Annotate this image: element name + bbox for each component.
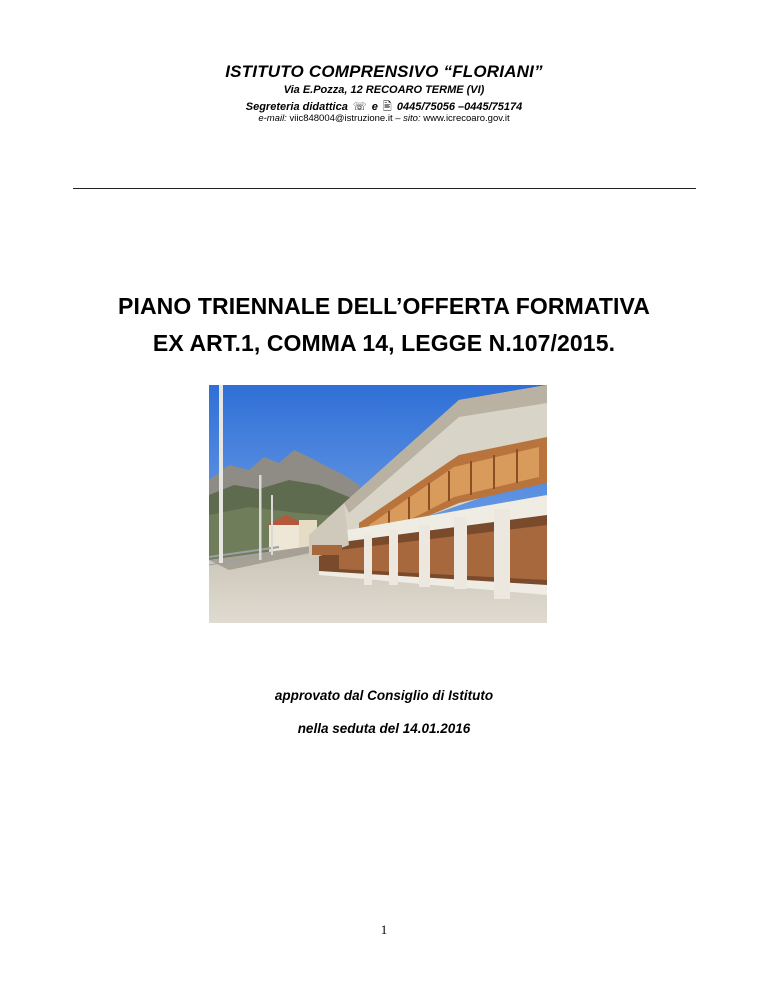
document-title: [0, 288, 768, 362]
secretariat-label: Segreteria didattica: [245, 101, 348, 113]
fax-icon: 🖹: [382, 101, 392, 113]
site-label: sito:: [403, 113, 421, 124]
title-line-1: PIANO TRIENNALE DELL’OFFERTA FORMATIVA: [118, 293, 650, 319]
title-line-2: EX ART.1, COMMA 14, LEGGE N.107/2015.: [152, 330, 616, 356]
phone-icon: ☏: [352, 101, 367, 113]
site-url: www.icrecoaro.gov.it: [423, 113, 510, 124]
school-name: ISTITUTO COMPRENSIVO “FLORIANI”: [225, 62, 543, 81]
school-building-photo: [209, 385, 547, 623]
email-address: viic848004@istruzione.it: [289, 113, 393, 124]
page-number: 1: [380, 922, 388, 937]
contacts-separator: –: [395, 113, 401, 124]
phone-numbers: 0445/75056 –0445/75174: [396, 101, 523, 113]
approval-line-1: approvato dal Consiglio di Istituto: [274, 688, 494, 703]
school-address: Via E.Pozza, 12 RECOARO TERME (VI): [283, 84, 485, 96]
email-label: e-mail:: [258, 113, 287, 124]
contacts-line: [0, 113, 768, 124]
header-divider: [73, 188, 696, 189]
approval-line-2: nella seduta del 14.01.2016: [297, 721, 471, 736]
phone-joiner: e: [371, 101, 378, 113]
